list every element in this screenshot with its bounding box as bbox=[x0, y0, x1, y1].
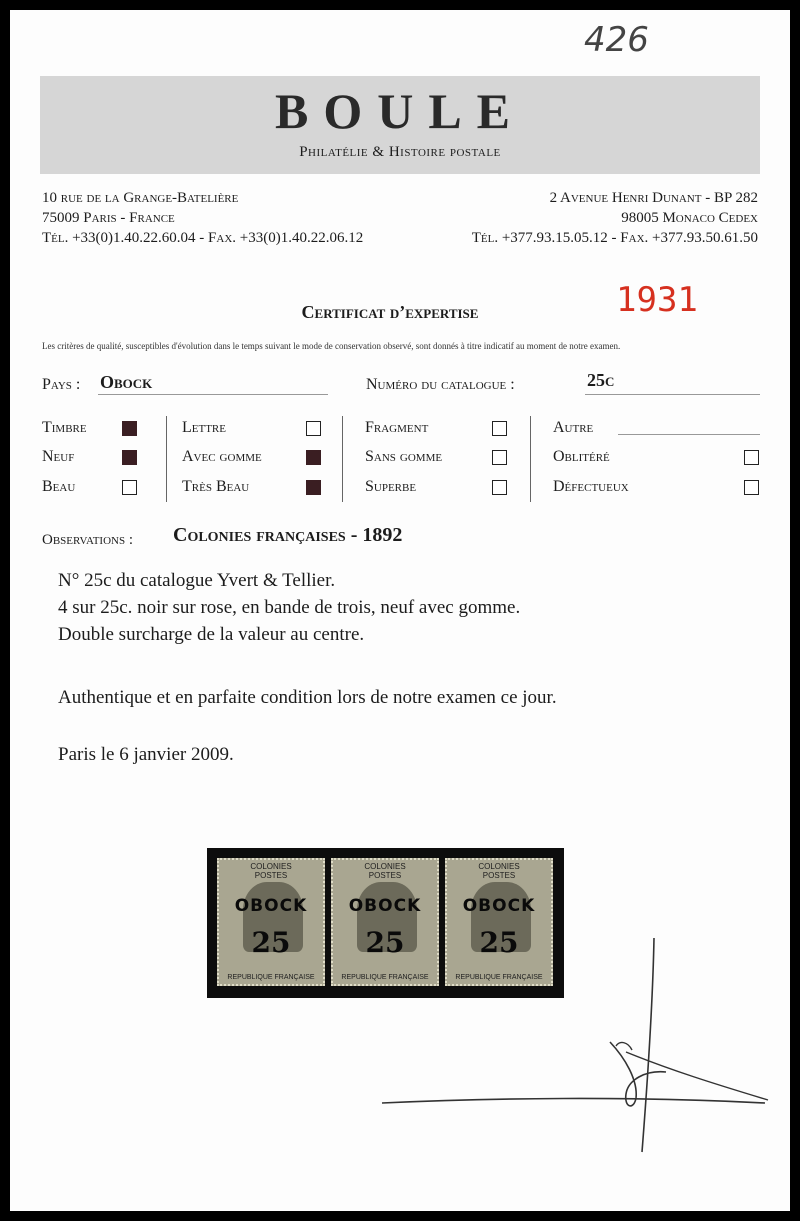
observation-line: Double surcharge de la valeur au centre. bbox=[58, 624, 365, 645]
header-banner bbox=[40, 76, 760, 174]
check-label-tres-beau: Très Beau bbox=[182, 478, 250, 495]
stamp-overprint: OBOCK bbox=[234, 896, 308, 916]
checkbox-sans-gomme bbox=[492, 450, 507, 465]
stamp-bottom-text: REPUBLIQUE FRANÇAISE bbox=[455, 974, 543, 981]
check-label-autre: Autre bbox=[553, 419, 594, 436]
stamp-top-text: COLONIES bbox=[364, 862, 406, 871]
stamp-value: 25 bbox=[365, 926, 405, 959]
country-label: Pays : bbox=[42, 376, 81, 393]
catalogue-field bbox=[585, 372, 760, 395]
quality-criteria-note: Les critères de qualité, susceptibles d'évolution dans le temps suivant le mode de conservation observé, sont donnés à titre indicatif au moment de notre examen. bbox=[42, 341, 621, 351]
check-label-lettre: Lettre bbox=[182, 419, 226, 436]
check-label-neuf: Neuf bbox=[42, 448, 75, 465]
observations-title: Colonies françaises - 1892 bbox=[173, 524, 403, 546]
stamp-postes-text: POSTES bbox=[482, 871, 516, 880]
stamp-value: 25 bbox=[251, 926, 291, 959]
catalogue-label: Numéro du catalogue : bbox=[366, 376, 515, 393]
address-line: 98005 Monaco Cedex bbox=[621, 210, 758, 226]
checkbox-neuf bbox=[122, 450, 137, 465]
certificate-number: 1931 bbox=[616, 280, 698, 320]
checkbox-fragment bbox=[492, 421, 507, 436]
address-line: 75009 Paris - France bbox=[42, 210, 175, 226]
checkbox-defectueux bbox=[744, 480, 759, 495]
checkbox-tres-beau bbox=[306, 480, 321, 495]
column-divider bbox=[166, 416, 167, 502]
check-label-oblitere: Oblitéré bbox=[553, 448, 610, 465]
stamp bbox=[217, 858, 325, 986]
country-value: Obock bbox=[100, 372, 153, 392]
checkbox-timbre bbox=[122, 421, 137, 436]
check-label-superbe: Superbe bbox=[365, 478, 417, 495]
expert-signature bbox=[370, 920, 780, 1170]
stamp-bottom-text: REPUBLIQUE FRANÇAISE bbox=[341, 974, 429, 981]
observation-line: N° 25c du catalogue Yvert & Tellier. bbox=[58, 570, 336, 591]
check-label-timbre: Timbre bbox=[42, 419, 87, 436]
checkbox-superbe bbox=[492, 480, 507, 495]
check-label-avec-gomme: Avec gomme bbox=[182, 448, 262, 465]
checkbox-oblitere bbox=[744, 450, 759, 465]
certificate-title: Certificat d’expertise bbox=[301, 302, 479, 322]
stamp-overprint: OBOCK bbox=[348, 896, 422, 916]
authenticity-statement: Authentique et en parfaite condition lors de notre examen ce jour. bbox=[58, 687, 557, 708]
brand-name: BOULE bbox=[274, 83, 526, 139]
check-label-beau: Beau bbox=[42, 478, 76, 495]
check-label-fragment: Fragment bbox=[365, 419, 429, 436]
address-line: 10 rue de la Grange-Batelière bbox=[42, 190, 239, 206]
handwritten-reference: 426 bbox=[584, 20, 649, 60]
observation-line: 4 sur 25c. noir sur rose, en bande de trois, neuf avec gomme. bbox=[58, 597, 521, 618]
stamp-overprint: OBOCK bbox=[462, 896, 536, 916]
check-label-sans-gomme: Sans gomme bbox=[365, 448, 443, 465]
certificate-date: Paris le 6 janvier 2009. bbox=[58, 744, 234, 765]
column-divider bbox=[530, 416, 531, 502]
stamp-top-text: COLONIES bbox=[250, 862, 292, 871]
check-label-defectueux: Défectueux bbox=[553, 478, 629, 495]
address-monaco bbox=[472, 188, 758, 248]
autre-field bbox=[618, 416, 760, 435]
stamp-postes-text: POSTES bbox=[368, 871, 402, 880]
stamp-value: 25 bbox=[479, 926, 519, 959]
brand-tagline: Philatélie & Histoire postale bbox=[299, 144, 501, 160]
certificate-page bbox=[10, 10, 790, 1211]
checkbox-lettre bbox=[306, 421, 321, 436]
stamp-top-text: COLONIES bbox=[478, 862, 520, 871]
stamp-postes-text: POSTES bbox=[254, 871, 288, 880]
stamp-bottom-text: REPUBLIQUE FRANÇAISE bbox=[227, 974, 315, 981]
column-divider bbox=[342, 416, 343, 502]
phone-fax-line: Tél. +377.93.15.05.12 - Fax. +377.93.50.61.50 bbox=[471, 230, 758, 246]
observations-label: Observations : bbox=[42, 532, 134, 548]
checkbox-beau bbox=[122, 480, 137, 495]
address-line: 2 Avenue Henri Dunant - BP 282 bbox=[549, 190, 758, 206]
catalogue-value: 25c bbox=[587, 370, 615, 390]
checkbox-avec-gomme bbox=[306, 450, 321, 465]
country-field bbox=[98, 372, 328, 395]
address-paris bbox=[42, 188, 363, 248]
phone-fax-line: Tél. +33(0)1.40.22.60.04 - Fax. +33(0)1.40.22.06.12 bbox=[42, 230, 364, 246]
